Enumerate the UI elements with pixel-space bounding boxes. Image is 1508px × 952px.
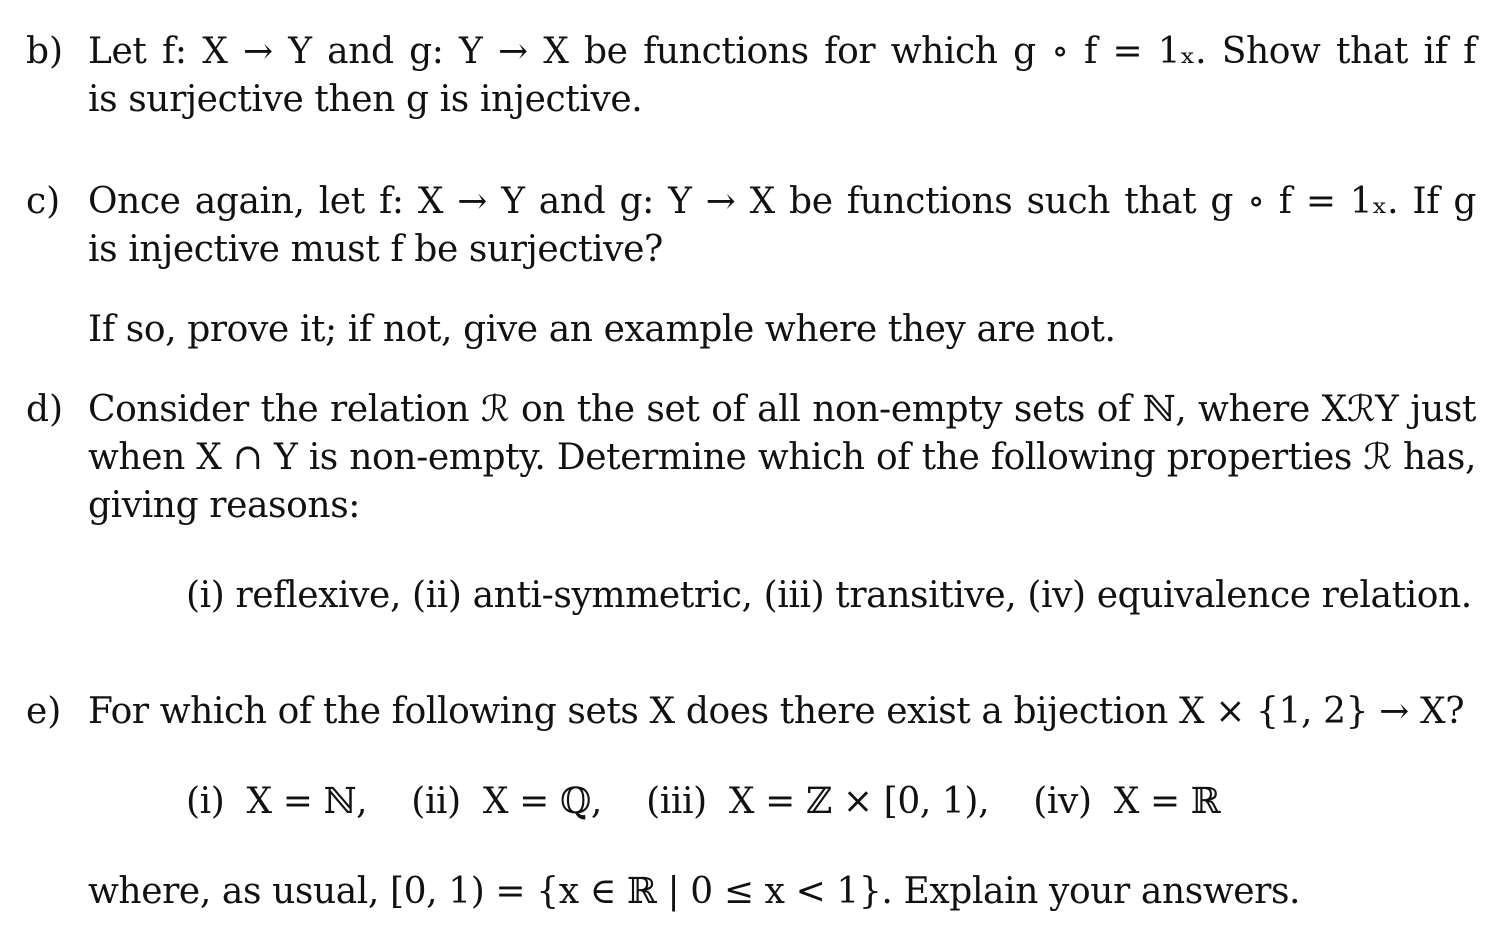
question-c-line-3: If so, prove it; if not, give an example where they are not. xyxy=(88,309,1116,350)
question-d-line-2: when X ∩ Y is non-empty. Determine which of the following properties ℛ has, xyxy=(88,437,1476,478)
question-e-label: e) xyxy=(26,691,62,732)
question-c-line-1: Once again, let f: X → Y and g: Y → X be functions such that g ∘ f = 1ₓ. If g xyxy=(88,181,1476,222)
question-d-properties: (i) reflexive, (ii) anti-symmetric, (iii) transitive, (iv) equivalence relation. xyxy=(186,575,1472,616)
question-c-line-2: is injective must f be surjective? xyxy=(88,229,663,270)
question-d-line-3: giving reasons: xyxy=(88,485,360,526)
question-e-options: (i) X = ℕ, (ii) X = ℚ, (iii) X = ℤ × [0, 1), (iv) X = ℝ xyxy=(186,781,1221,822)
question-d-label: d) xyxy=(26,389,64,430)
question-e-line-3: where, as usual, [0, 1) = {x ∈ ℝ | 0 ≤ x < 1}. Explain your answers. xyxy=(88,871,1301,912)
question-b-label: b) xyxy=(26,31,64,72)
question-d-line-1: Consider the relation ℛ on the set of all non-empty sets of ℕ, where XℛY just xyxy=(88,389,1476,430)
question-c-label: c) xyxy=(26,181,61,222)
question-b-line-1: Let f: X → Y and g: Y → X be functions for which g ∘ f = 1ₓ. Show that if f xyxy=(88,31,1476,72)
question-b-line-2: is surjective then g is injective. xyxy=(88,79,643,120)
question-e-line-1: For which of the following sets X does there exist a bijection X × {1, 2} → X? xyxy=(88,691,1465,732)
